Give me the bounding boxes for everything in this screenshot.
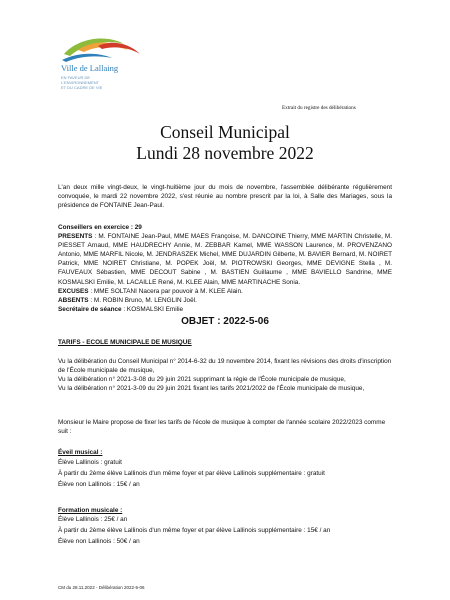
logo-tagline-2: ET DU CADRE DE VIE xyxy=(61,85,103,90)
secretaire-text: : KOSMALSKI Emilie xyxy=(121,305,184,313)
document-date: Lundi 28 novembre 2022 xyxy=(136,143,314,163)
eveil-section xyxy=(58,448,392,489)
tarif-line: Élève non Lallinois : 15€ / an xyxy=(58,481,140,489)
extrait-label: Extrait du registre des délibérations xyxy=(282,105,356,111)
logo-town-name: Ville de Lallaing xyxy=(61,63,119,73)
excuses-label: EXCUSES xyxy=(58,287,89,295)
logo-swoosh-red xyxy=(98,43,140,54)
conseillers-count: Conseillers en exercice : 29 xyxy=(58,224,142,231)
tarif-line: À partir du 2ème élève Lallinois d'un même foyer et par élève Lallinois supplémentaire : gratuit xyxy=(58,470,325,478)
objet-heading: OBJET : 2022-5-06 xyxy=(181,316,269,327)
tarif-line: Élève non Lallinois : 50€ / an xyxy=(58,538,140,546)
excuses-line xyxy=(58,287,392,296)
attendance-block xyxy=(58,223,392,314)
secretaire-label: Secrétaire de séance xyxy=(58,305,122,313)
absents-text: : M. ROBIN Bruno, M. LENGLIN Joël. xyxy=(88,296,197,304)
tarif-line: À partir du 2ème élève Lallinois d'un même foyer et par élève Lallinois supplémentaire : 15€ / an xyxy=(58,527,331,535)
section-title: TARIFS - ECOLE MUNICIPALE DE MUSIQUE xyxy=(58,339,192,346)
formation-section xyxy=(58,506,392,546)
absents-label: ABSENTS xyxy=(58,296,89,304)
document-title: Conseil Municipal xyxy=(160,122,290,142)
tarif-line: Élève Lallinois : 25€ / an xyxy=(58,516,128,524)
vu-item: Vu la délibération n° 2021-3-08 du 29 juin 2021 supprimant la régie de l'École municipale de musique, xyxy=(58,376,346,384)
presents-paragraph xyxy=(58,232,392,287)
vu-item: Vu la délibération n° 2021-3-09 du 29 juin 2021 fixant les tarifs 2021/2022 de l'École municipale de musique, xyxy=(58,385,365,393)
formation-heading: Formation musicale : xyxy=(58,507,123,514)
absents-line xyxy=(58,296,392,305)
tarif-line: Élève Lallinois : gratuit xyxy=(58,459,122,467)
vu-item: Vu la délibération du Conseil Municipal n° 2014-6-32 du 19 novembre 2014, fixant les révisions des droits d'inscription de l'École municipale de musique, xyxy=(58,358,392,375)
intro-paragraph: L'an deux mille vingt-deux, le vingt-huitième jour du mois de novembre, l'assemblée délibérante régulièrement convoquée, le mardi 22 novembre 2022, s'est réunie au nombre prescrit par la loi, à Salle des Mariages, sous la présidence de FONTAINE Jean-Paul. xyxy=(58,184,392,210)
logo-tagline xyxy=(61,75,121,90)
excuses-text: : MME SOLTANI Nacera par pouvoir à M. KLEE Alain. xyxy=(88,287,243,295)
secretaire-line xyxy=(58,305,392,314)
presents-label: PRESENTS xyxy=(58,233,93,241)
eveil-heading: Éveil musical : xyxy=(58,449,103,456)
presents-text: : M. FONTAINE Jean-Paul, MME MAES Françoise, M. DANCOINE Thierry, MME MARTIN Christelle, M. PIESSET Arnaud, MME HAUDRECHY Annie, M. ZEBBAR Kamel, MME WASSON Laurence, M. PROVENZANO Antonio, MME MARFIL Nicole, M. JENDRASZEK Michel, MME DUJARDIN Gilberte, M. BAVIER Bernard, M. NOIRET Patrick, MME NOIRET Christiane, M. POPEK Joël, M. PIOTROWSKI Georges, MME DEVIGNE Stella , M. FAUVEAUX Sébastien, MME DECOUT Sabine , M. BASTIEN Guillaume , MME BAVIELLO Sandrine, MME KOSMALSKI Emilie, M. LACAILLE René, M. KLEE Alain, MME MARTINACHE Sonia. xyxy=(58,233,392,286)
proposal-paragraph: Monsieur le Maire propose de fixer les tarifs de l'école de musique à compter de l'année scolaire 2022/2023 comme suit : xyxy=(58,419,386,436)
logo-tagline-1: EN FAVEUR DE L'ENVIRONNEMENT xyxy=(61,75,100,85)
page-footer: CM du 28.11.2022 - Délibération 2022-5-06 xyxy=(58,585,145,590)
vu-list xyxy=(58,357,392,393)
